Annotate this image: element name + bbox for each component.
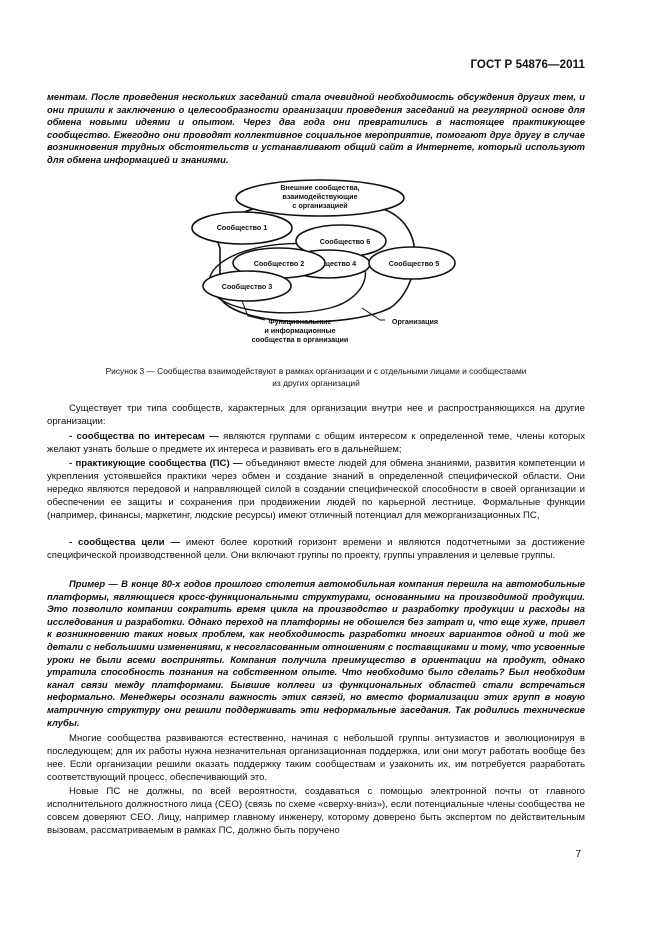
figure-caption-line-2: из других организаций [272,377,360,388]
goal-communities-text: имеют более короткий горизонт времени и являются подотчетными за достижение специфической производственной цели. Они включают группы по проекту, группы управления и целевые группы. [47,537,585,561]
functional-label-1: Функциональные [268,317,332,326]
community-4-label: щество 4 [323,259,357,268]
external-label-1: Внешние сообщества, [280,183,360,192]
figure-caption [47,366,585,389]
practice-communities-text: объединяют вместе людей для обмена знаниями, развития компетенции и укрепления устоявшейся практики через обмен и создание знаний в определенной специфической области. Они нередко являются передовой и направляющей силой в создании специфической способности в своей организации и обеспечении ее защиты и сохранения при продвижении людей по карьерной лестнице. Формальные функции (например, финансы, маркетинг, людские ресурсы) имеют отличный потенциал для межорганизационных ПС, [47,458,585,521]
external-label-2: взаимодействующие [282,192,358,201]
community-1-label: Сообщество 1 [216,223,268,232]
interest-communities-paragraph [47,430,585,456]
community-3-label: Сообщество 3 [221,282,273,291]
closing-paragraph-1: Многие сообщества развиваются естественно, начиная с небольшой группы энтузиастов и эволюционируя в последующем; для их работы нужна незначительная организационная поддержка, или они могут работать вообще без нее. Если организации решили оказать поддержку таким сообществам и узаконить их, им потребуется разработать соответствующий процесс, обеспечивающий это. [47,733,585,783]
functional-label-3: сообщества в организации [251,335,349,344]
communities-diagram [180,178,480,358]
types-intro-paragraph: Существует три типа сообществ, характерных для организации внутри нее и распространяющихся на другие организации: [47,403,585,427]
interest-communities-term: - сообщества по интересам — [69,431,219,442]
interest-communities-text: являются группами с общим интересом к определенной теме, члены которых желают узнать больше о предмете их интереса и развивать его в дальнейшем; [47,431,585,455]
external-label-3: с организацией [292,201,348,210]
community-2-label: Сообщество 2 [253,259,305,268]
goal-communities-paragraph [47,536,585,562]
standard-header: ГОСТ Р 54876—2011 [470,59,585,71]
intro-paragraph: ментам. После проведения нескольких заседаний стала очевидной необходимость обсуждения других тем, и они пришли к заключению о целесообразности организации проведения заседаний на регулярной основе для обмена новыми идеями и опытом. Через два года они превратились в настоящее практикующее сообщество. Ежегодно они проводят коллективное социальное мероприятие, помогают друг другу в случае возникновения трудных обстоятельств и устанавливают общий сайт в Интернете, который используют для обмена информацией и знаниями. [47,91,585,165]
goal-communities-term: - сообщества цели — [69,537,181,548]
example-text: В конце 80-х годов прошлого столетия автомобильная компания перешла на автомобильные платформы, являющиеся кросс-функциональными структурами, основанными на производимой продукции. Это позволило компании сократить время цикла на производство и разработку продукции и расходы на исследования и разработки. Однако переход на платформы не обошелся без затрат и, что еще хуже, привел к возникновению таких новых проблем, как необходимость разработки многих вариантов одной и той же детали с небольшими изменениями, к несогласованным отношениям с поставщиками и тому, что усвоенные уроки не были всеми восприняты. Компания получила преимущество в ориентации на продукт, однако утратила способность познания на собственном опыте. Что необходимо было сделать? Был необходим канал связи между платформами. Бывшие коллеги из функциональных областей стали встречаться неформально. Менеджеры осознали важность этих связей, но вместо формализации этих групп в новую матричную структуру они решили поддерживать эти неформальные заседания. Так родились технические клубы. [47,578,585,728]
example-label: Пример — [69,578,118,589]
organization-label: Организация [391,317,439,326]
functional-label-2: и информационные [264,326,336,335]
community-6-label: Сообщество 6 [319,237,371,246]
practice-communities-term: - практикующие сообщества (ПС) — [69,458,243,469]
communities-diagram-svg [180,178,480,358]
closing-paragraph-2: Новые ПС не должны, по всей вероятности, создаваться с помощью электронной почты от главного исполнительного должностного лица (CEO) (связь по схеме «сверху-вниз»), если потенциальные члены сообщества не совсем доверяют CEO. Лицу, например главному инженеру, которому доверено быть экспертом по действительным вызовам, рассматриваемым в рамках ПС, должно быть поручено [47,786,585,836]
figure-caption-line-1: Рисунок 3 — Сообщества взаимодействуют в рамках организации и с отдельными лицами и сообществами [105,366,527,376]
practice-communities-paragraph [47,457,585,522]
page-number: 7 [575,849,581,860]
community-5-label: Сообщество 5 [388,259,440,268]
example-paragraph [47,578,585,729]
